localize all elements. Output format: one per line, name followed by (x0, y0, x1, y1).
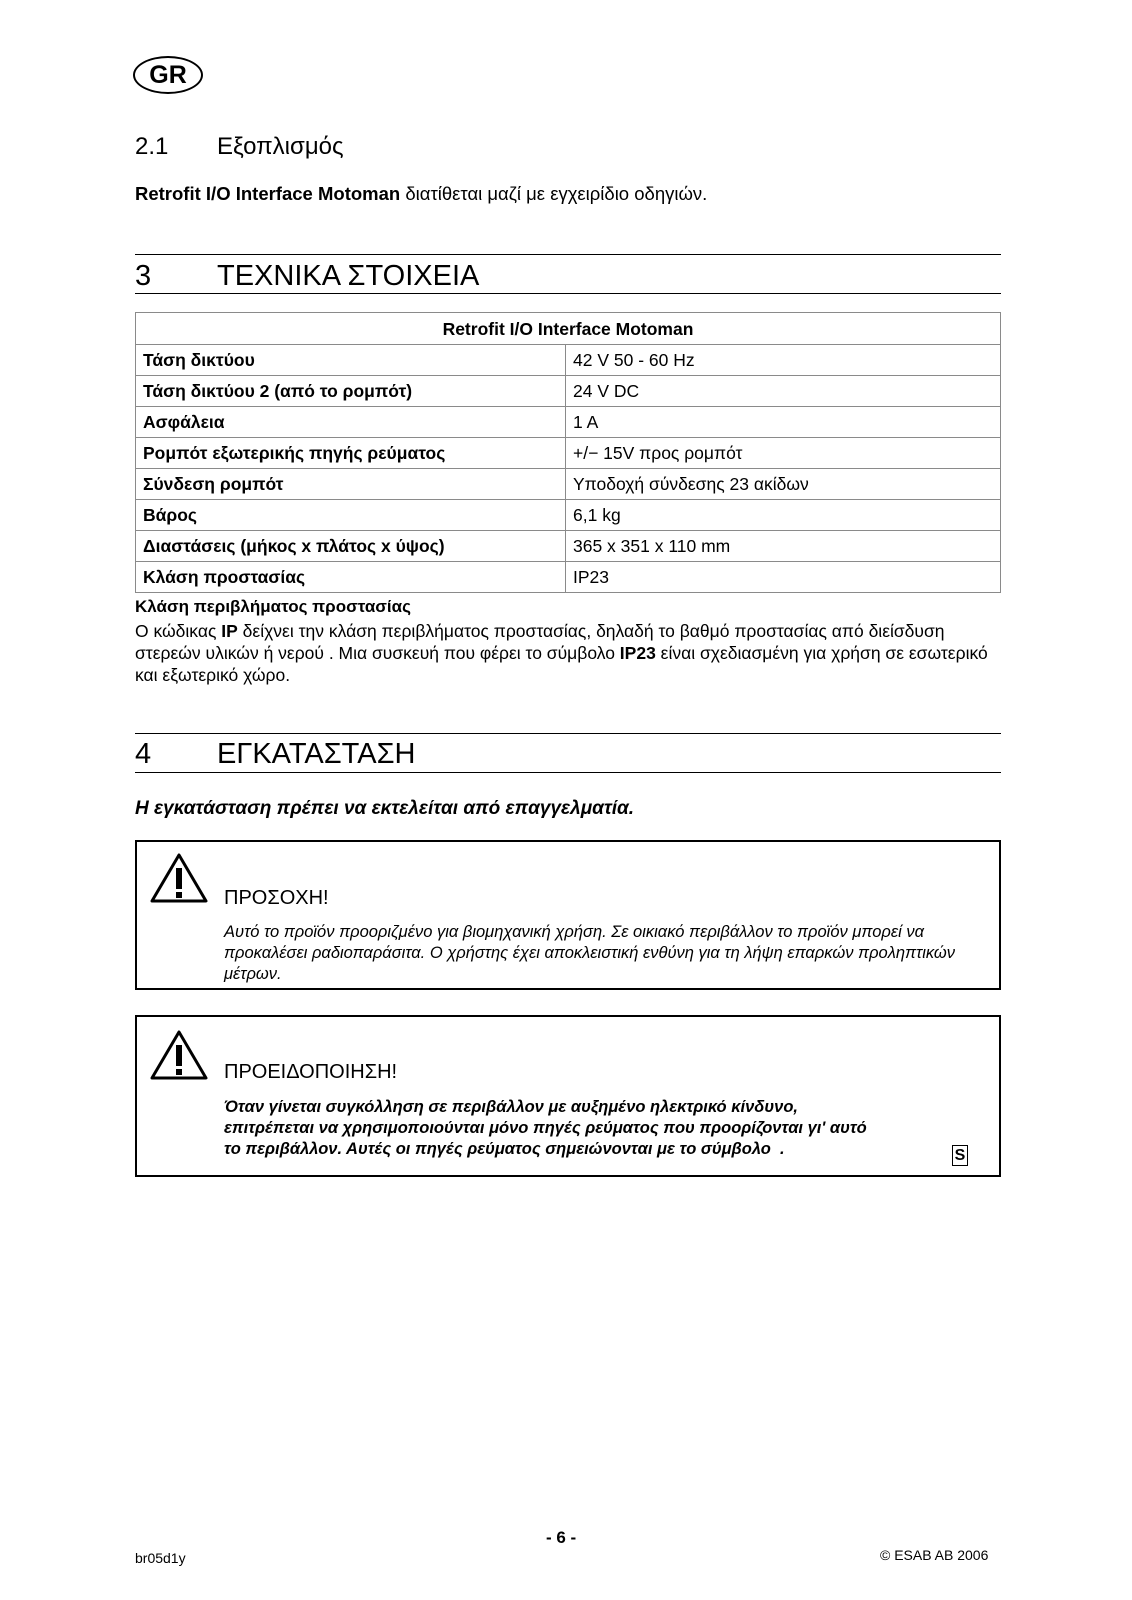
section-number: 2.1 (135, 133, 169, 160)
installation-note: Η εγκατάσταση πρέπει να εκτελείται από επαγγελματία. (135, 798, 635, 819)
section-2-1-heading (135, 133, 735, 163)
spec-value: 365 x 351 x 110 mm (566, 531, 1001, 562)
section-4-top-rule (135, 733, 1001, 734)
ip-code: IP (221, 621, 238, 641)
spec-label: Ρομπότ εξωτερικής πηγής ρεύματος (136, 438, 566, 469)
table-row (136, 531, 1001, 562)
s-mark-symbol: S (952, 1145, 968, 1166)
spec-value: 42 V 50 - 60 Hz (566, 345, 1001, 376)
caution-box (135, 840, 1001, 990)
page-number: - 6 - (546, 1528, 577, 1547)
caution-text: Αυτό το προϊόν προοριζμένο για βιομηχανική χρήση. Σε οικιακό περιβάλλον το προϊόν μπορεί να προκαλέσει ραδιοπαράσιτα. Ο χρήστης έχει αποκλειστική ενθύνη για τη λήψη επαρκών προληπτικών μέτρων. (224, 923, 956, 983)
enclosure-text-part: δείχνει την κλάση περιβλήματος προστασίας, δηλαδή το βαθμό προστασίας από διείσδυση στερεών υλικών ή νερού . Μια συσκευή που φέρει το σύμβολο (135, 621, 945, 663)
section-title: ΕΓΚΑΤΑΣΤΑΣΗ (217, 738, 416, 770)
spec-value: 24 V DC (566, 376, 1001, 407)
technical-data-table (135, 312, 1001, 593)
enclosure-text-part: είναι σχεδιασμένη για χρήση σε εσωτερικό και εξωτερικό χώρο. (135, 643, 988, 685)
table-header: Retrofit I/O Interface Motoman (136, 313, 1001, 345)
spec-label: Ασφάλεια (136, 407, 566, 438)
spec-label: Κλάση προστασίας (136, 562, 566, 593)
document-code: br05d1y (135, 1550, 186, 1566)
section-4-bottom-rule (135, 772, 1001, 773)
caution-title: ΠΡΟΣΟΧΗ! (224, 887, 329, 909)
table-row (136, 407, 1001, 438)
warning-box (135, 1015, 1001, 1177)
spec-value: 6,1 kg (566, 500, 1001, 531)
warning-line-end: . (770, 1140, 785, 1158)
warning-text (224, 1097, 979, 1160)
table-row (136, 376, 1001, 407)
spec-label: Διαστάσεις (μήκος x πλάτος x ύψος) (136, 531, 566, 562)
section-number: 4 (135, 738, 152, 770)
spec-value: +/− 15V προς ρομπότ (566, 438, 1001, 469)
enclosure-class-text (135, 620, 1001, 686)
table-row (136, 562, 1001, 593)
section-3-bottom-rule (135, 293, 1001, 294)
product-name: Retrofit I/O Interface Motoman (135, 183, 401, 204)
table-header-row (136, 313, 1001, 345)
ip23-code: IP23 (619, 643, 656, 663)
spec-value: IP23 (566, 562, 1001, 593)
section-2-1-text (135, 183, 707, 205)
warning-line: Όταν γίνεται συγκόλληση σε περιβάλλον με αυξημένο ηλεκτρικό κίνδυνο, (224, 1098, 798, 1116)
table-row (136, 345, 1001, 376)
section-3-top-rule (135, 254, 1001, 255)
enclosure-text-part: Ο κώδικας (135, 621, 222, 641)
warning-title: ΠΡΟΕΙΔΟΠΟΙΗΣΗ! (224, 1061, 398, 1083)
table-row (136, 469, 1001, 500)
table-row (136, 438, 1001, 469)
section-title: Εξοπλισμός (217, 133, 344, 160)
spec-label: Βάρος (136, 500, 566, 531)
warning-line (224, 1139, 979, 1160)
spec-value: Υποδοχή σύνδεσης 23 ακίδων (566, 469, 1001, 500)
warning-triangle-icon (149, 1029, 209, 1081)
warning-line-text: το περιβάλλον. Αυτές οι πηγές ρεύματος σημειώνονται με το σύμβολο (224, 1140, 771, 1158)
section-title: ΤΕΧΝΙΚΑ ΣΤΟΙΧΕΙΑ (217, 260, 480, 292)
section-4-heading (135, 738, 835, 772)
section-2-1-description: διατίθεται μαζί με εγχειρίδιο οδηγιών. (400, 183, 708, 204)
spec-value: 1 A (566, 407, 1001, 438)
spec-label: Σύνδεση ρομπότ (136, 469, 566, 500)
spec-label: Τάση δικτύου (136, 345, 566, 376)
language-badge: GR (133, 56, 203, 94)
table-row (136, 500, 1001, 531)
enclosure-class-heading: Κλάση περιβλήματος προστασίας (135, 597, 411, 616)
section-3-heading (135, 260, 835, 294)
warning-line: επιτρέπεται να χρησιμοποιούνται μόνο πηγές ρεύματος που προορίζονται γι' αυτό (224, 1119, 867, 1137)
section-number: 3 (135, 260, 152, 292)
warning-triangle-icon (149, 852, 209, 904)
copyright: © ESAB AB 2006 (880, 1547, 989, 1563)
spec-label: Τάση δικτύου 2 (από το ρομπότ) (136, 376, 566, 407)
